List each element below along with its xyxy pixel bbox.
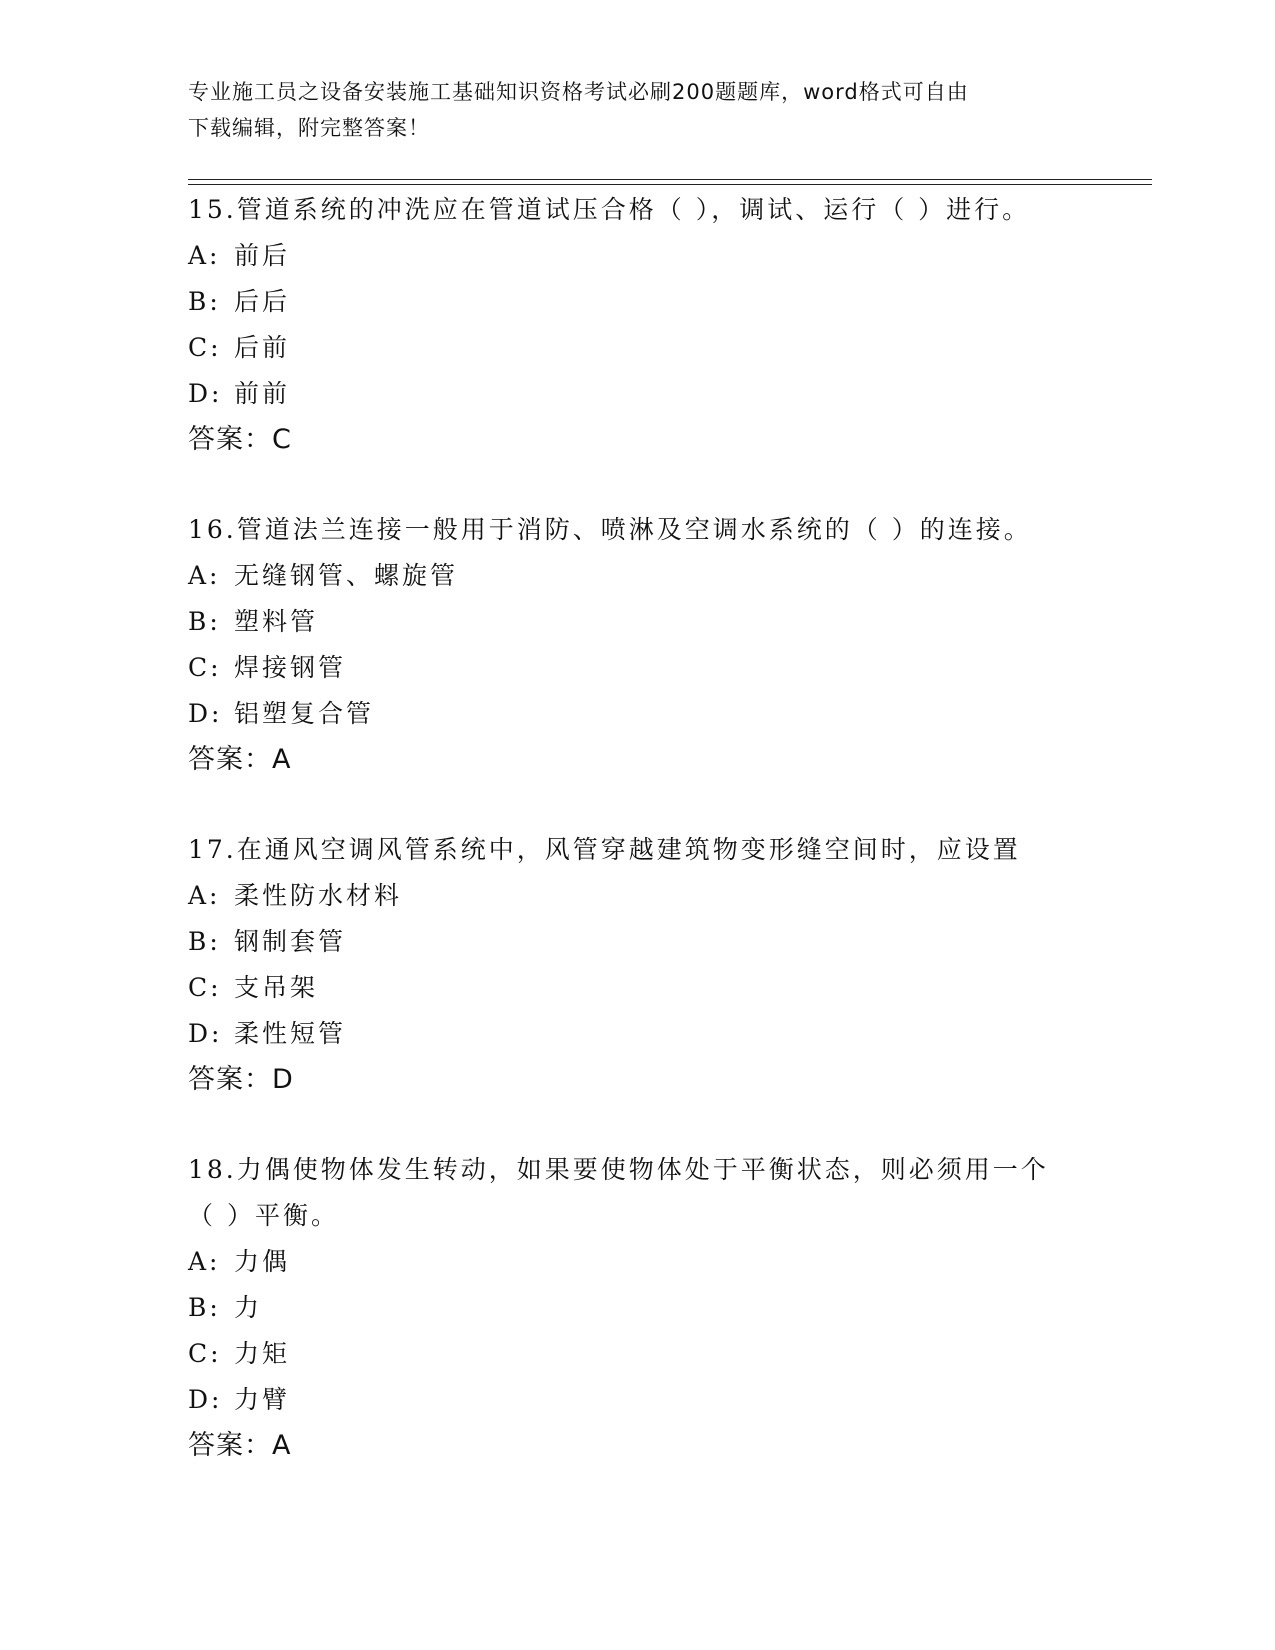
option-text: 钢制套管	[234, 927, 347, 956]
option-letter: B:	[188, 607, 221, 636]
option-d	[188, 1011, 1088, 1057]
option-letter: D:	[188, 1385, 223, 1414]
option-text: 前后	[234, 241, 291, 270]
option-text: 后后	[234, 287, 291, 316]
option-letter: B:	[188, 1293, 221, 1322]
header-line-1: 专业施工员之设备安装施工基础知识资格考试必刷200题题库，word格式可自由	[188, 80, 969, 104]
header-divider-top	[188, 179, 1152, 180]
option-letter: C:	[188, 1339, 222, 1368]
option-c	[188, 645, 1088, 691]
question-15	[188, 187, 1088, 463]
option-letter: A:	[188, 1247, 221, 1276]
option-b	[188, 279, 1088, 325]
answer-line: 答案：C	[188, 424, 292, 455]
option-text: 力	[234, 1293, 263, 1322]
header-divider-bottom	[188, 184, 1152, 185]
option-text: 后前	[234, 333, 291, 362]
option-letter: A:	[188, 881, 221, 910]
option-c	[188, 325, 1088, 371]
option-d	[188, 691, 1088, 737]
option-text: 力偶	[234, 1247, 291, 1276]
option-letter: D:	[188, 379, 223, 408]
header-line-2: 下载编辑，附完整答案！	[188, 116, 430, 140]
option-d	[188, 371, 1088, 417]
option-text: 塑料管	[234, 607, 319, 636]
option-letter: B:	[188, 927, 221, 956]
option-text: 力臂	[234, 1385, 291, 1414]
option-text: 支吊架	[234, 973, 319, 1002]
option-text: 柔性防水材料	[234, 881, 403, 910]
option-letter: A:	[188, 241, 221, 270]
option-letter: C:	[188, 653, 222, 682]
option-text: 力矩	[234, 1339, 291, 1368]
question-text-line-1: 18.力偶使物体发生转动，如果要使物体处于平衡状态，则必须用一个	[188, 1155, 1049, 1184]
option-b	[188, 919, 1088, 965]
option-text: 前前	[234, 379, 291, 408]
question-text: 15.管道系统的冲洗应在管道试压合格（ ），调试、运行（ ）进行。	[188, 195, 1031, 224]
answer-line: 答案：D	[188, 1064, 294, 1095]
question-18	[188, 1147, 1088, 1469]
answer-line: 答案：A	[188, 744, 292, 775]
option-text: 焊接钢管	[234, 653, 347, 682]
option-letter: A:	[188, 561, 221, 590]
option-b	[188, 1285, 1088, 1331]
question-text-line-2: （ ）平衡。	[188, 1201, 339, 1230]
question-17	[188, 827, 1088, 1103]
question-16	[188, 507, 1088, 783]
document-header	[188, 74, 1068, 146]
option-c	[188, 1331, 1088, 1377]
option-text: 无缝钢管、螺旋管	[234, 561, 459, 590]
option-letter: C:	[188, 333, 222, 362]
option-c	[188, 965, 1088, 1011]
option-a	[188, 553, 1088, 599]
option-d	[188, 1377, 1088, 1423]
option-letter: C:	[188, 973, 222, 1002]
option-a	[188, 1239, 1088, 1285]
option-letter: B:	[188, 287, 221, 316]
option-a	[188, 233, 1088, 279]
option-letter: D:	[188, 1019, 223, 1048]
option-text: 柔性短管	[234, 1019, 347, 1048]
question-text: 16.管道法兰连接一般用于消防、喷淋及空调水系统的（ ）的连接。	[188, 515, 1032, 544]
question-text: 17.在通风空调风管系统中，风管穿越建筑物变形缝空间时，应设置	[188, 835, 1021, 864]
option-a	[188, 873, 1088, 919]
option-text: 铝塑复合管	[234, 699, 375, 728]
option-letter: D:	[188, 699, 223, 728]
option-b	[188, 599, 1088, 645]
answer-line: 答案：A	[188, 1430, 292, 1461]
